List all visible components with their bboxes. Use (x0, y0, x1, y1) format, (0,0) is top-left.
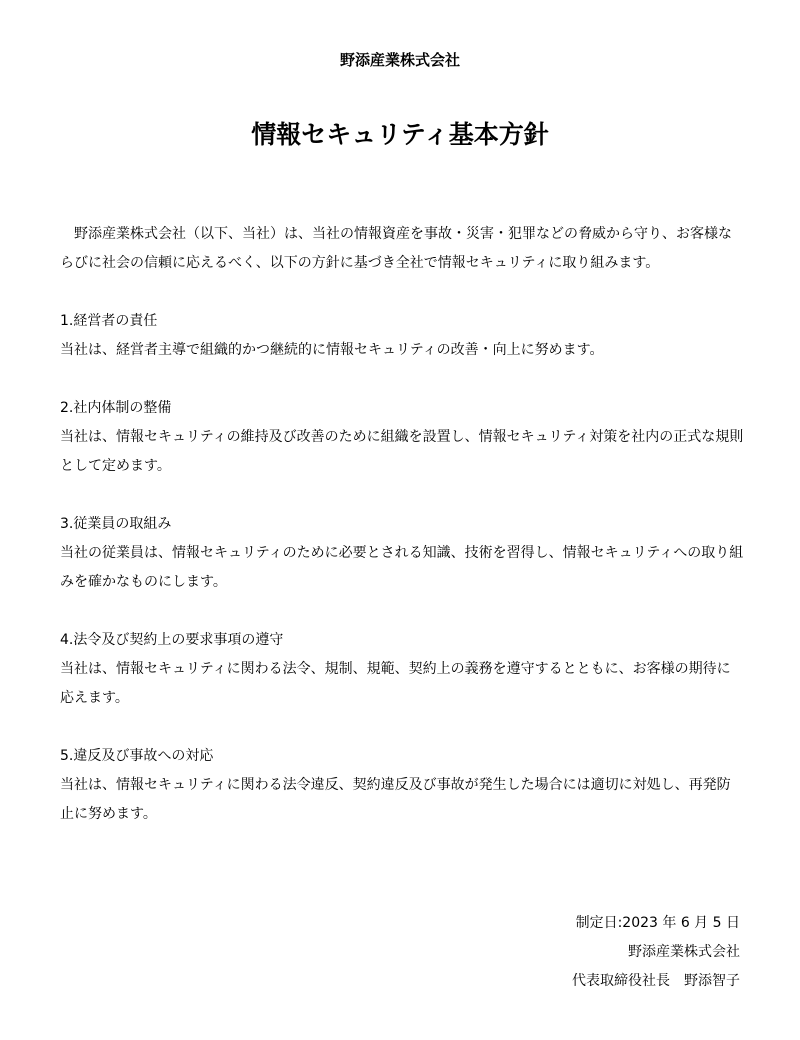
section-incident-response (60, 742, 744, 829)
section-text: 当社は、情報セキュリティの維持及び改善のために組織を設置し、情報セキュリティ対策を社内の正式な規則として定めます。 (60, 429, 744, 474)
section-management-responsibility (60, 307, 744, 365)
signatory-role: 代表取締役社長 (572, 973, 670, 989)
signature-company: 野添産業株式会社 (628, 944, 740, 960)
company-header: 野添産業株式会社 (339, 51, 460, 69)
section-text: 当社は、経営者主導で組織的かつ継続的に情報セキュリティの改善・向上に努めます。 (60, 342, 604, 358)
signatory-name: 野添智子 (684, 973, 740, 989)
section-text: 当社の従業員は、情報セキュリティのために必要とされる知識、技術を習得し、情報セキュリティへの取り組みを確かなものにします。 (60, 545, 744, 590)
section-text: 当社は、情報セキュリティに関わる法令違反、契約違反及び事故が発生した場合には適切に対処し、再発防止に努めます。 (60, 777, 731, 822)
document-title: 情報セキュリティ基本方針 (251, 120, 549, 149)
signature-block (572, 909, 740, 996)
section-heading: 5.違反及び事故への対応 (60, 748, 214, 764)
section-heading: 3.従業員の取組み (60, 516, 172, 532)
intro-paragraph: 野添産業株式会社（以下、当社）は、当社の情報資産を事故・災害・犯罪などの脅威から守り、お客様ならびに社会の信頼に応えるべく、以下の方針に基づき全社で情報セキュリティに取り組みます。 (60, 226, 732, 271)
section-heading: 4.法令及び契約上の要求事項の遵守 (60, 632, 284, 648)
signatory-line (572, 967, 740, 996)
section-text: 当社は、情報セキュリティに関わる法令、規制、規範、契約上の義務を遵守するとともに、お客様の期待に応えます。 (60, 661, 731, 706)
section-heading: 2.社内体制の整備 (60, 400, 172, 416)
section-employee-efforts (60, 510, 744, 597)
enactment-date: 制定日:2023 年 6 月 5 日 (575, 915, 740, 931)
section-heading: 1.経営者の責任 (60, 313, 158, 329)
section-internal-structure (60, 394, 744, 481)
section-legal-compliance (60, 626, 744, 713)
document-body (60, 220, 744, 829)
